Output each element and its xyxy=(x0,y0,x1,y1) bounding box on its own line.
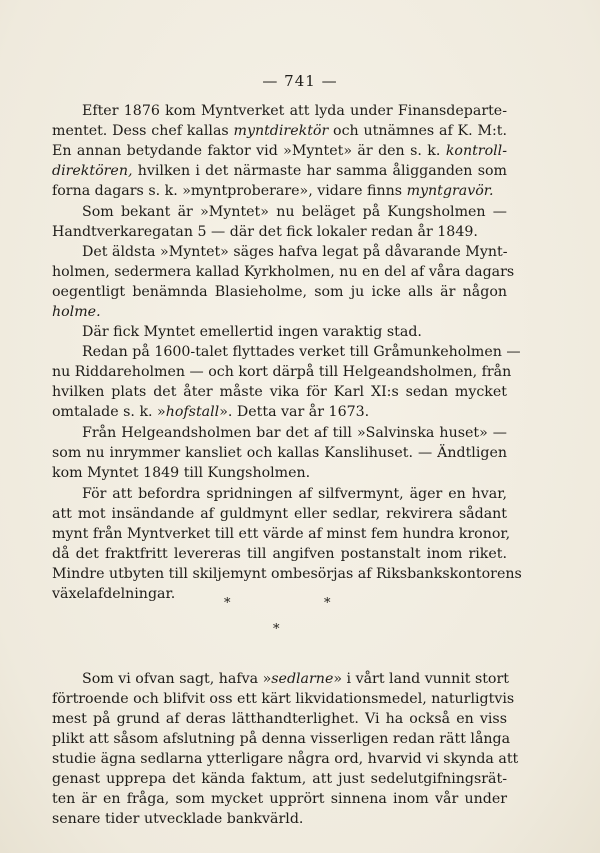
text-line: som nu inrymmer kansliet och kallas Kanslihuset. — Ändtligen xyxy=(52,445,507,461)
page-number: — 741 — xyxy=(262,72,338,90)
text-line: hvilken plats det åter måste vika för Karl XI:s sedan mycket xyxy=(52,384,507,400)
text-line: kom Myntet 1849 till Kungsholmen. xyxy=(52,465,311,481)
text-line: Som vi ofvan sagt, hafva »sedlarne» i vårt land vunnit stort xyxy=(82,671,509,687)
text-line: Som bekant är »Myntet» nu beläget på Kungsholmen — xyxy=(82,204,507,220)
text-line: förtroende och blifvit oss ett kärt likvidationsmedel, naturligtvis xyxy=(52,691,515,707)
text-line: För att befordra spridningen af silfvermynt, äger en hvar, xyxy=(82,486,507,502)
text-line: nu Riddareholmen — och kort därpå till Helgeandsholmen, från xyxy=(52,364,512,380)
text-line: då det fraktfritt levereras till angifven postanstalt inom riket. xyxy=(52,546,507,562)
text-line: Mindre utbyten till skiljemynt ombesörjas af Riksbankskontorens xyxy=(52,566,522,582)
text-line: Där fick Myntet emellertid ingen varaktig stad. xyxy=(82,324,422,340)
section-break-star: * xyxy=(224,596,231,611)
section-break-star: * xyxy=(324,596,331,611)
text-line: oegentligt benämnda Blasieholme, som ju icke alls är någon xyxy=(52,284,507,300)
text-line: Från Helgeandsholmen bar det af till »Salvinska huset» — xyxy=(82,425,507,441)
text-line: forna dagars s. k. »myntproberare», vidare finns myntgravör. xyxy=(52,183,494,199)
text-line: växelafdelningar. xyxy=(52,586,176,602)
text-line: mest på grund af deras lätthandterlighet. Vi ha också en viss xyxy=(52,711,507,727)
text-line: genast upprepa det kända faktum, att just sedelutgifningsrät- xyxy=(52,771,507,787)
text-line: att mot insändande af guldmynt eller sedlar, rekvirera sådant xyxy=(52,506,507,522)
text-line: En annan betydande faktor vid »Myntet» är den s. k. kontroll- xyxy=(52,143,507,159)
text-line: holmen, sedermera kallad Kyrkholmen, nu en del af våra dagars xyxy=(52,264,515,280)
text-line: Redan på 1600-talet flyttades verket till Gråmunkeholmen — xyxy=(82,344,521,360)
text-line: mentet. Dess chef kallas myntdirektör och utnämnes af K. M:t. xyxy=(52,123,507,139)
text-line: Efter 1876 kom Myntverket att lyda under Finansdeparte- xyxy=(82,103,507,119)
text-line: mynt från Myntverket till ett värde af minst fem hundra kronor, xyxy=(52,526,511,542)
text-line: senare tider utvecklade bankvärld. xyxy=(52,811,304,827)
text-line: Det äldsta »Myntet» säges hafva legat på dåvarande Mynt- xyxy=(82,244,508,260)
text-line: direktören, hvilken i det närmaste har samma åligganden som xyxy=(52,163,507,179)
text-line: ten är en fråga, som mycket upprört sinnena inom vår under xyxy=(52,791,507,807)
text-line: omtalade s. k. »hofstall». Detta var år 1673. xyxy=(52,404,370,420)
text-line: studie ägna sedlarna ytterligare några ord, hvarvid vi skynda att xyxy=(52,751,519,767)
text-line: Handtverkaregatan 5 — där det fick lokaler redan år 1849. xyxy=(52,224,478,240)
text-line: holme. xyxy=(52,304,101,320)
section-break-star: * xyxy=(273,622,280,637)
text-line: plikt att såsom afslutning på denna visserligen redan rätt långa xyxy=(52,731,511,747)
